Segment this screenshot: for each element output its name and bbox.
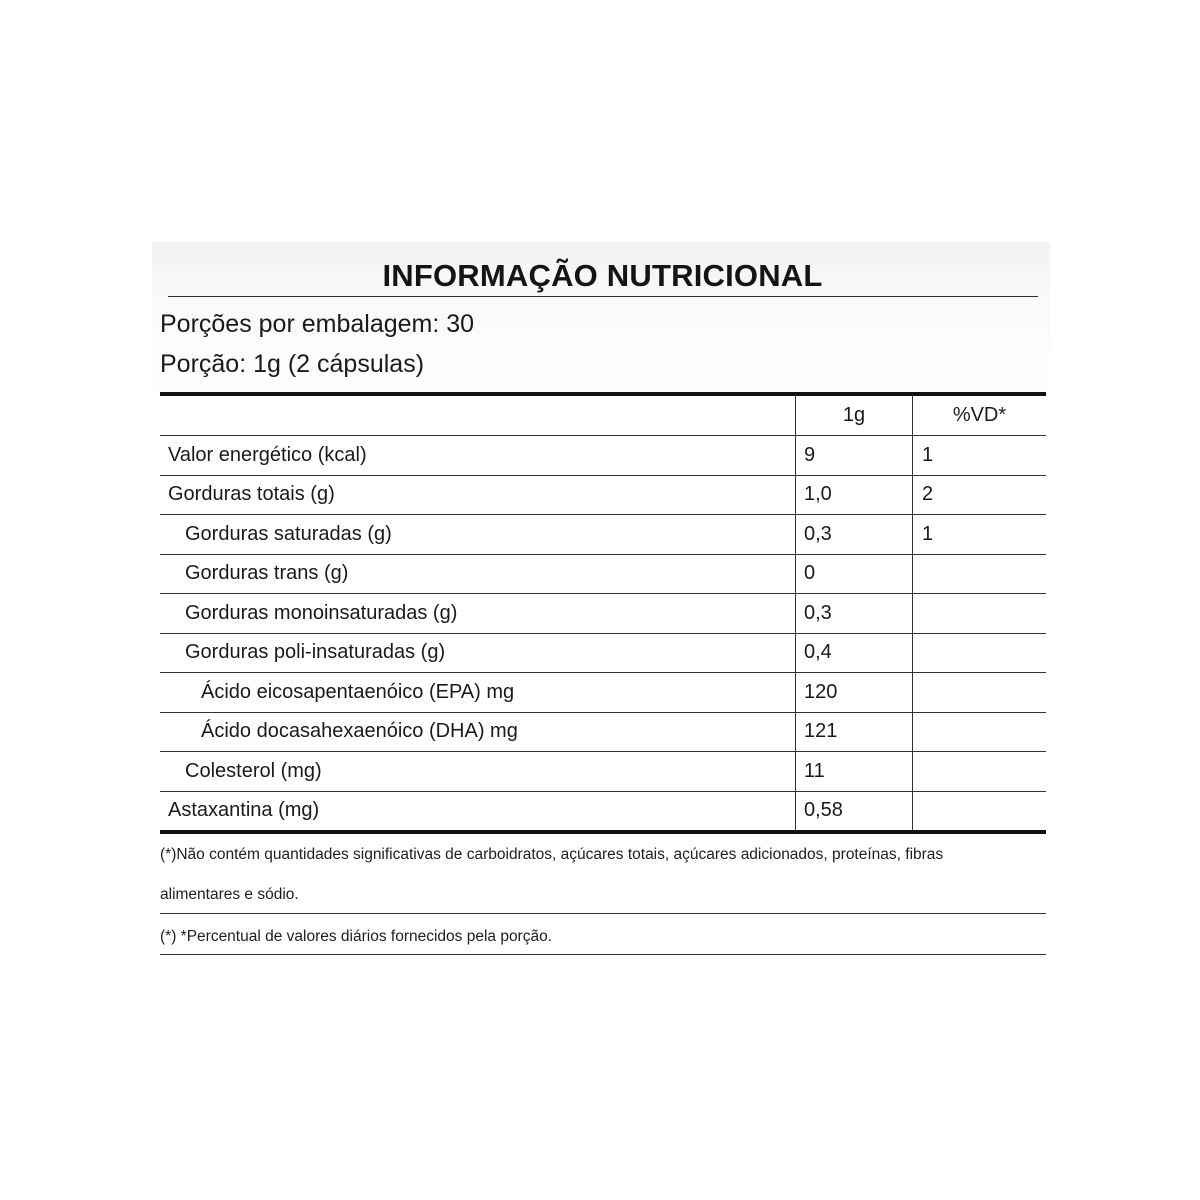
nutrient-name: Valor energético (kcal)	[160, 436, 796, 476]
nutrient-amount: 1,0	[796, 475, 913, 515]
nutrient-daily-value	[913, 712, 1047, 752]
nutrient-daily-value	[913, 633, 1047, 673]
nutrient-daily-value: 1	[913, 515, 1047, 555]
nutrient-name: Ácido eicosapentaenóico (EPA) mg	[160, 673, 796, 713]
nutrient-daily-value	[913, 594, 1047, 634]
nutrient-amount: 11	[796, 752, 913, 792]
table-row	[160, 475, 1046, 515]
nutrient-daily-value: 1	[913, 436, 1047, 476]
table-header-row	[160, 394, 1046, 436]
header-amount: 1g	[796, 394, 913, 436]
table-row	[160, 633, 1046, 673]
footnote-divider	[160, 913, 1046, 914]
table-row	[160, 791, 1046, 832]
nutrient-name: Ácido docasahexaenóico (DHA) mg	[160, 712, 796, 752]
nutrient-daily-value: 2	[913, 475, 1047, 515]
servings-per-package: Porções por embalagem: 30	[160, 310, 475, 338]
table-row	[160, 673, 1046, 713]
nutrient-amount: 9	[796, 436, 913, 476]
nutrient-name: Gorduras poli-insaturadas (g)	[160, 633, 796, 673]
nutrient-name: Gorduras totais (g)	[160, 475, 796, 515]
header-nutrient	[160, 394, 796, 436]
nutrient-amount: 0	[796, 554, 913, 594]
nutrient-amount: 0,4	[796, 633, 913, 673]
nutrient-name: Gorduras saturadas (g)	[160, 515, 796, 555]
nutrient-amount: 0,58	[796, 791, 913, 832]
serving-size: Porção: 1g (2 cápsulas)	[160, 350, 425, 378]
label-title: INFORMAÇÃO NUTRICIONAL	[382, 258, 823, 293]
footnote-divider	[160, 954, 1046, 955]
nutrient-amount: 120	[796, 673, 913, 713]
nutrient-name: Colesterol (mg)	[160, 752, 796, 792]
nutrient-name: Gorduras monoinsaturadas (g)	[160, 594, 796, 634]
nutrient-daily-value	[913, 791, 1047, 832]
table-row	[160, 594, 1046, 634]
footnote-not-significant-cont: alimentares e sódio.	[160, 886, 299, 903]
table-row	[160, 554, 1046, 594]
table-row	[160, 752, 1046, 792]
title-divider	[168, 296, 1038, 297]
table-row	[160, 515, 1046, 555]
nutrient-name: Gorduras trans (g)	[160, 554, 796, 594]
nutrient-daily-value	[913, 673, 1047, 713]
table-row	[160, 436, 1046, 476]
nutrient-daily-value	[913, 554, 1047, 594]
footnote-daily-value: (*) *Percentual de valores diários fornecidos pela porção.	[160, 928, 553, 945]
table-row	[160, 712, 1046, 752]
nutrient-name: Astaxantina (mg)	[160, 791, 796, 832]
nutrition-table	[160, 392, 1046, 834]
nutrient-amount: 0,3	[796, 515, 913, 555]
footnote-not-significant: (*)Não contém quantidades significativas de carboidratos, açúcares totais, açúcares adicionados, proteínas, fibras	[160, 846, 944, 863]
nutrient-amount: 0,3	[796, 594, 913, 634]
nutrient-daily-value	[913, 752, 1047, 792]
nutrient-amount: 121	[796, 712, 913, 752]
header-daily-value: %VD*	[913, 394, 1047, 436]
